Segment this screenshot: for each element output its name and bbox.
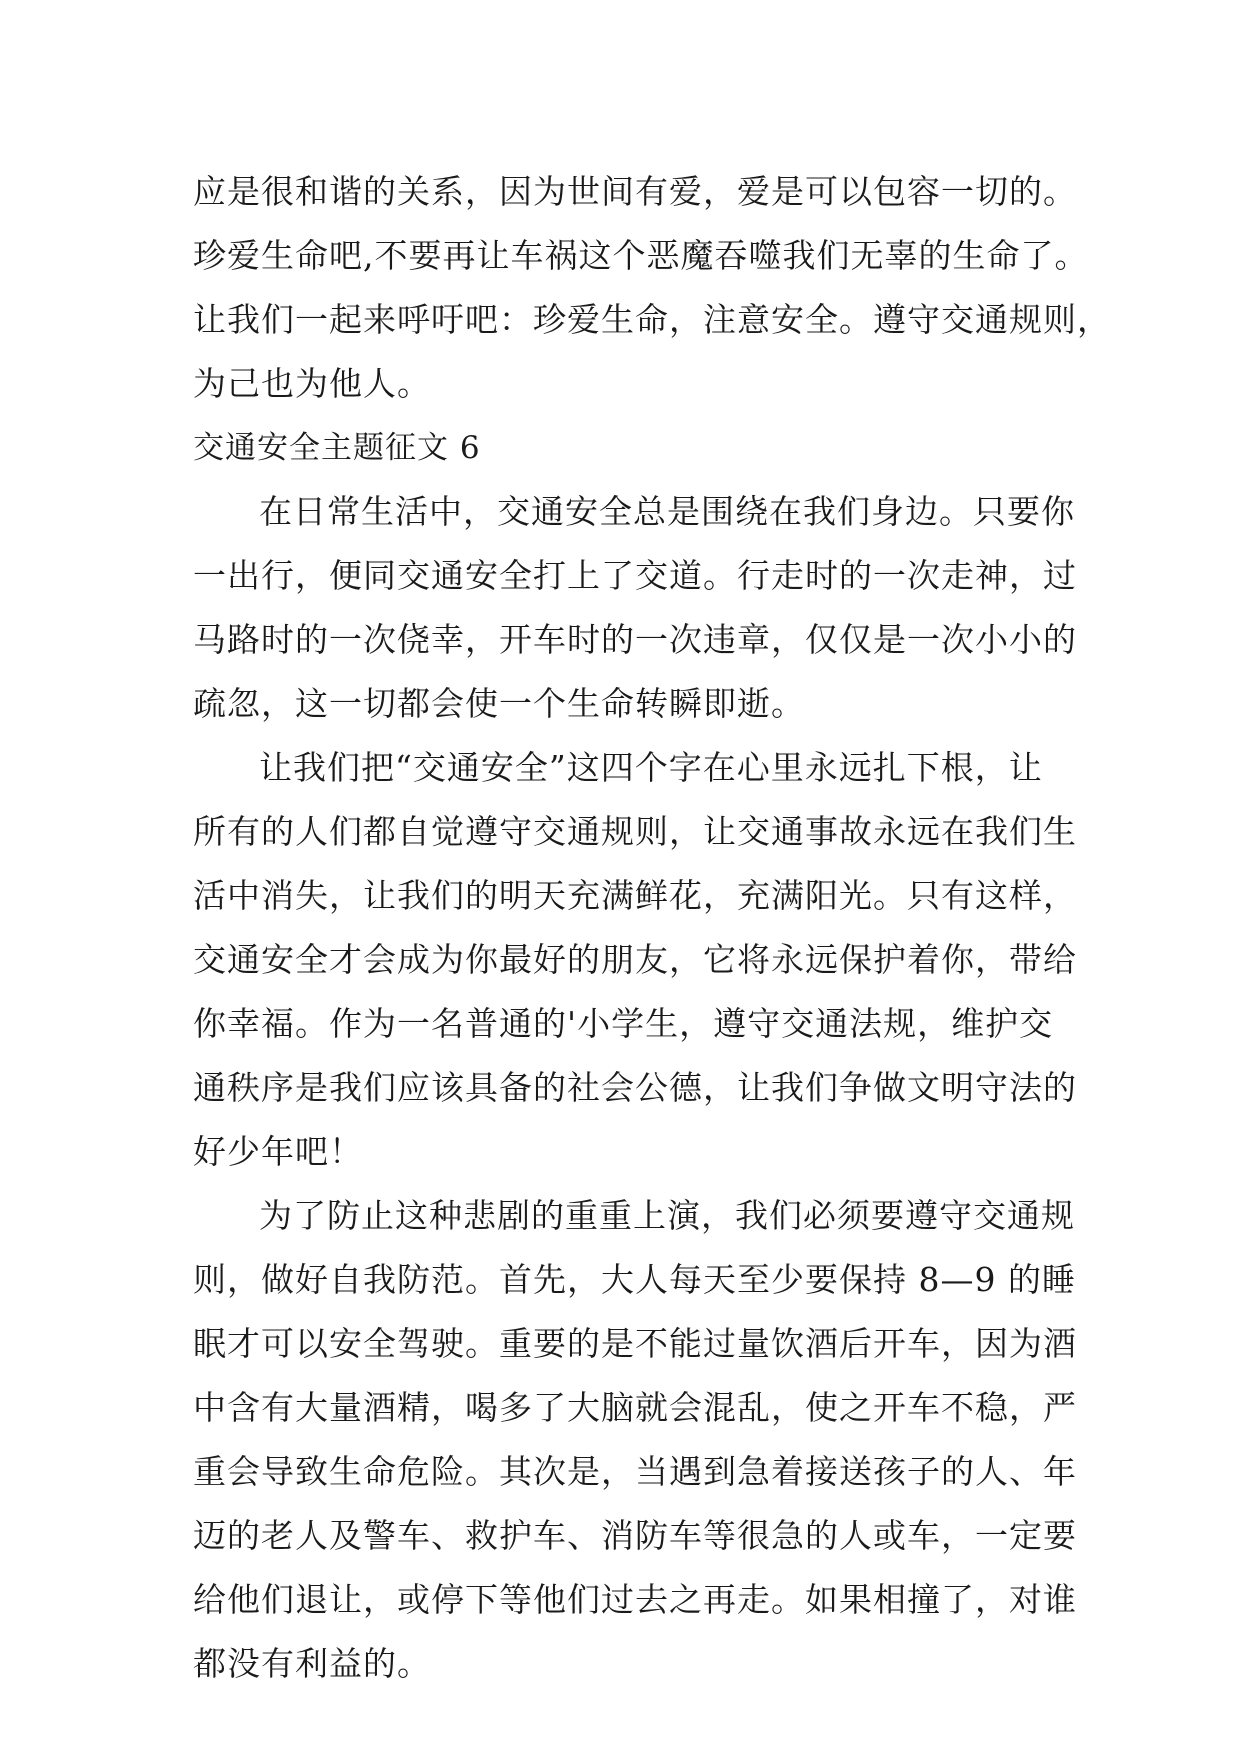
- paragraph-3: [193, 1184, 1083, 1696]
- text-line: 疏忽，这一切都会使一个生命转瞬即逝。: [193, 684, 805, 723]
- text-line: 中含有大量酒精，喝多了大脑就会混乱，使之开车不稳，严: [193, 1388, 1077, 1427]
- text-line: 在日常生活中，交通安全总是围绕在我们身边。只要你: [259, 492, 1075, 531]
- section-title: 交通安全主题征文 6: [193, 430, 481, 466]
- text-line: 一出行，便同交通安全打上了交道。行走时的一次走神，过: [193, 556, 1077, 595]
- paragraph-2: [193, 736, 1083, 1184]
- paragraph-1: [193, 480, 1083, 736]
- text-line: 让我们把“交通安全”这四个字在心里永远扎下根，让: [259, 748, 1043, 787]
- text-line: 重会导致生命危险。其次是，当遇到急着接送孩子的人、年: [193, 1452, 1077, 1491]
- text-line: 通秩序是我们应该具备的社会公德，让我们争做文明守法的: [193, 1068, 1077, 1107]
- text-line: 为了防止这种悲剧的重重上演，我们必须要遵守交通规: [259, 1196, 1075, 1235]
- text-line: 眠才可以安全驾驶。重要的是不能过量饮酒后开车，因为酒: [193, 1324, 1077, 1363]
- text-line: 为己也为他人。: [193, 364, 431, 403]
- text-line: 你幸福。作为一名普通的'小学生，遵守交通法规，维护交: [193, 1004, 1054, 1043]
- text-line: 则，做好自我防范。首先，大人每天至少要保持 8—9 的睡: [193, 1260, 1076, 1299]
- text-line: 活中消失，让我们的明天充满鲜花，充满阳光。只有这样，: [193, 876, 1077, 915]
- text-line: 好少年吧！: [193, 1132, 363, 1171]
- text-line: 都没有利益的。: [193, 1644, 431, 1683]
- text-line: 迈的老人及警车、救护车、消防车等很急的人或车，一定要: [193, 1516, 1077, 1555]
- text-line: 应是很和谐的关系，因为世间有爱，爱是可以包容一切的。: [193, 172, 1077, 211]
- text-line: 珍爱生命吧,不要再让车祸这个恶魔吞噬我们无辜的生命了。: [193, 236, 1089, 275]
- text-line: 给他们退让，或停下等他们过去之再走。如果相撞了，对谁: [193, 1580, 1077, 1619]
- document-body: [193, 160, 1111, 1696]
- text-line: 让我们一起来呼吁吧：珍爱生命，注意安全。遵守交通规则，: [193, 300, 1111, 339]
- text-line: 所有的人们都自觉遵守交通规则，让交通事故永远在我们生: [193, 812, 1077, 851]
- intro-paragraph: [193, 160, 1111, 416]
- text-line: 交通安全才会成为你最好的朋友，它将永远保护着你，带给: [193, 940, 1077, 979]
- text-line: 马路时的一次侥幸，开车时的一次违章，仅仅是一次小小的: [193, 620, 1077, 659]
